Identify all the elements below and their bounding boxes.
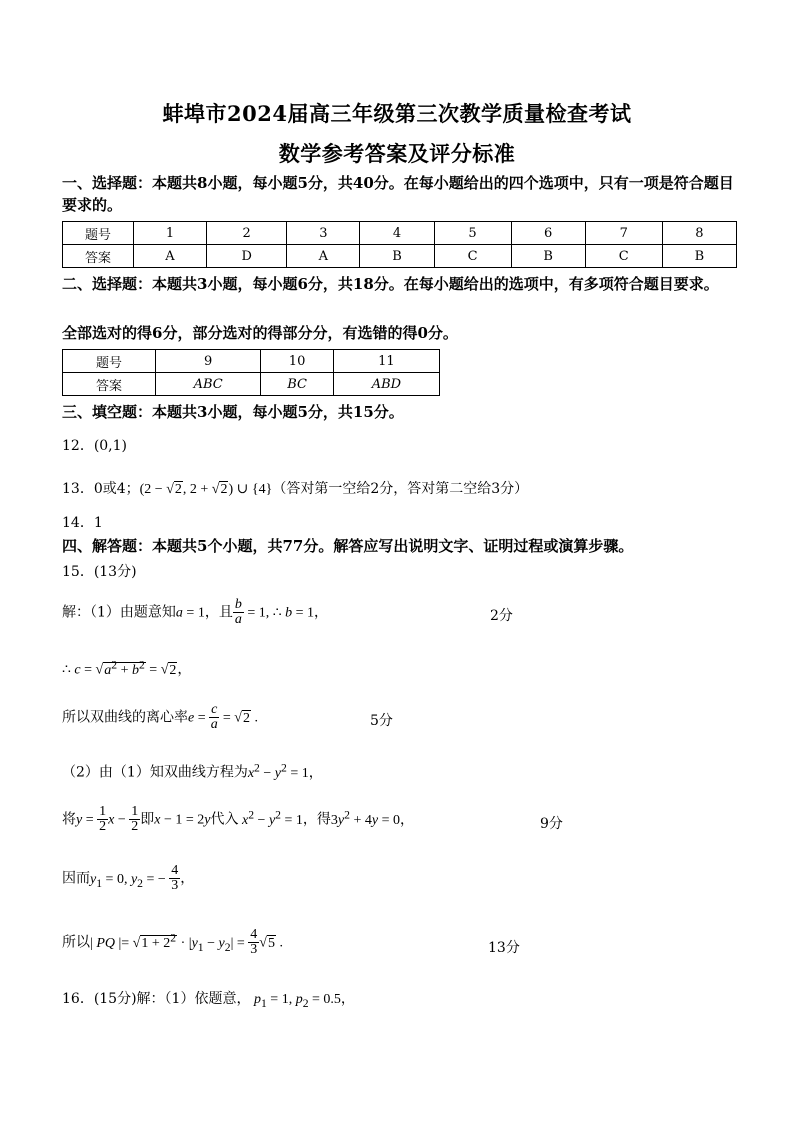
- q15-line-5-text: ，得: [302, 811, 331, 828]
- q15-line-5-text: 即: [140, 811, 155, 828]
- question-number: 5: [434, 222, 511, 245]
- question-15-heading: 15．(13分): [62, 564, 137, 580]
- answer-13-prefix: 13．0或4；: [62, 481, 140, 497]
- q15-formula: = 1: [182, 605, 205, 621]
- question-number: 1: [134, 222, 207, 245]
- q15-formula: x − 1 = 2y: [154, 812, 211, 828]
- answer-cell: C: [585, 245, 662, 268]
- section2-note: 全部选对的得6分，部分选对的得部分分，有选错的得0分。: [62, 324, 458, 342]
- table-row: [63, 350, 440, 373]
- section2-heading: 二、选择题：本题共3小题，每小题6分，共18分。在每小题给出的选项中，有多项符合题目要求。: [62, 275, 719, 293]
- q15-fraction: $\frac{b}{a}$: [234, 597, 242, 627]
- answer-13: [62, 478, 528, 498]
- q15-formula: = 1, ∴ b = 1，: [243, 605, 329, 621]
- table-row: [63, 245, 737, 268]
- question-number: 2: [207, 222, 287, 245]
- q16-text: 16．(15分)解：（1）依题意，: [62, 991, 251, 1007]
- table-row: [63, 373, 440, 396]
- q15-line-2-text: ，: [177, 661, 192, 678]
- answer-cell: ABD: [333, 373, 439, 396]
- answer-14: 14．1: [62, 515, 103, 531]
- q15-line-7: [62, 928, 283, 957]
- score-label: 9分: [540, 816, 563, 832]
- q15-line-6-text: 因而: [62, 870, 90, 887]
- q15-formula: $y_1 = 0$, $y_2$ = −: [90, 871, 170, 890]
- q15-formula: $x^2 - y^2 = 1$: [241, 807, 303, 828]
- question-number: 11: [333, 350, 439, 373]
- answer-cell: B: [662, 245, 736, 268]
- question-number: 7: [585, 222, 662, 245]
- exam-title: 蚌埠市2024届高三年级第三次教学质量检查考试: [162, 101, 632, 126]
- answer-12: 12．(0,1): [62, 438, 128, 454]
- section2-answer-table: [62, 349, 440, 396]
- q15-formula: = √2 .: [219, 710, 258, 726]
- q15-line-1-text: 解：（1）由题意知: [62, 604, 176, 621]
- q16-formula: $p_1 = 1$, $p_2 = 0.5$，: [253, 992, 355, 1010]
- q15-line-5-text: 代入: [210, 811, 239, 828]
- answer-cell: B: [360, 245, 434, 268]
- section3-heading: 三、填空题：本题共3小题，每小题5分，共15分。: [62, 403, 404, 421]
- row-label: 题号: [63, 350, 156, 373]
- q15-line-1-text: ，且: [204, 604, 233, 621]
- question-number: 6: [511, 222, 585, 245]
- row-label: 答案: [63, 373, 156, 396]
- q15-formula: $3y^2 + 4y = 0$，: [330, 807, 414, 828]
- answer-cell: B: [511, 245, 585, 268]
- score-label: 2分: [490, 608, 513, 624]
- q15-formula: a: [175, 605, 183, 621]
- q15-formula: ，: [180, 871, 195, 887]
- q15-formula: $x^2 - y^2 = 1$，: [247, 761, 323, 781]
- q15-line-5-text: 将: [62, 811, 76, 828]
- question-number: 10: [261, 350, 334, 373]
- answer-cell: D: [207, 245, 287, 268]
- q15-formula: e =: [188, 710, 210, 726]
- q15-line-4-text: （2）由（1）知双曲线方程为: [62, 764, 248, 781]
- answer-cell: C: [434, 245, 511, 268]
- score-label: 13分: [488, 940, 520, 956]
- q15-line-4: [62, 761, 323, 782]
- question-16-heading: [62, 988, 355, 1010]
- question-number: 9: [156, 350, 261, 373]
- q15-fraction: $\frac{1}{2}$: [99, 804, 107, 834]
- q15-line-1: [62, 598, 328, 627]
- question-number: 8: [662, 222, 736, 245]
- answer-cell: ABC: [156, 373, 261, 396]
- q15-formula: ∴ $c = √a^2 + b^2 = √2$: [62, 658, 177, 678]
- q15-line-3: [62, 703, 258, 732]
- q15-formula: y =: [76, 812, 98, 828]
- question-number: 3: [287, 222, 360, 245]
- answer-key-title: 数学参考答案及评分标准: [278, 141, 516, 166]
- section1-heading: 一、选择题：本题共8小题，每小题5分，共40分。在每小题给出的四个选项中，只有一项是符合题目要求的。: [62, 174, 734, 214]
- q15-formula: x −: [108, 812, 130, 828]
- row-label: 题号: [63, 222, 134, 245]
- q15-fraction: $\frac{4}{3}$: [250, 927, 258, 957]
- section4-heading: 四、解答题：本题共5个小题，共77分。解答应写出说明文字、证明过程或演算步骤。: [62, 537, 634, 555]
- question-number: 4: [360, 222, 434, 245]
- q15-line-5: [62, 805, 414, 834]
- q15-line-3-text: 所以双曲线的离心率: [62, 709, 188, 726]
- answer-cell: A: [287, 245, 360, 268]
- answer-cell: BC: [261, 373, 334, 396]
- q15-line-2: [62, 658, 191, 679]
- q15-line-7-text: 所以: [62, 934, 90, 951]
- q15-fraction: $\frac{4}{3}$: [171, 863, 179, 893]
- q15-fraction: $\frac{c}{a}$: [210, 702, 218, 732]
- q15-formula: √5 .: [259, 935, 283, 951]
- q15-line-6: [62, 864, 194, 893]
- answer-13-interval: (2 − √2, 2 + √2) ∪ {4}: [139, 482, 273, 497]
- q15-formula: | PQ |= $√1 + 2^2 \cdot |y_1 - y_2|$ =: [90, 930, 249, 954]
- table-row: [63, 222, 737, 245]
- row-label: 答案: [63, 245, 134, 268]
- q15-fraction: $\frac{1}{2}$: [131, 804, 139, 834]
- answer-cell: A: [134, 245, 207, 268]
- score-label: 5分: [370, 713, 393, 729]
- answer-13-note: （答对第一空给2分，答对第二空给3分）: [272, 481, 529, 497]
- section1-answer-table: [62, 221, 737, 268]
